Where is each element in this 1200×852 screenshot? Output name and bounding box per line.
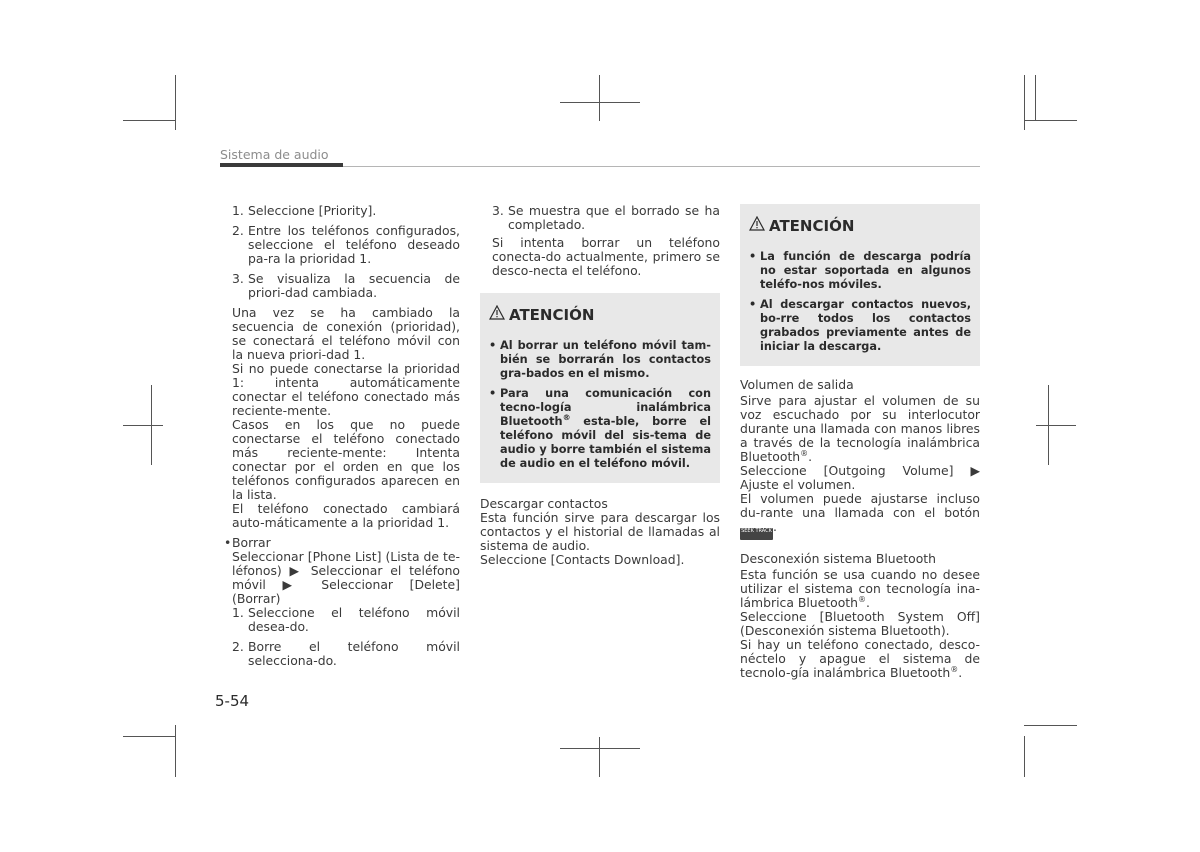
warning-text: La función de descarga podría no estar soportada en algunos teléfo-nos móviles. [760, 250, 971, 291]
bullet-dot: • [489, 339, 497, 352]
warning-box [480, 293, 720, 483]
warning-triangle-icon [489, 305, 505, 324]
column-middle [480, 204, 720, 567]
list-text: Seleccione el teléfono móvil desea-do. [248, 605, 460, 634]
column-right [740, 204, 980, 680]
bullet-dot: • [749, 250, 757, 263]
bullet-dot: • [749, 298, 757, 311]
list-number: 1. [232, 203, 244, 218]
sub-list [232, 606, 460, 668]
section-heading: Descargar contactos [480, 496, 608, 511]
warning-text: Para una comunicación con tecno-logía inalámbrica Bluetooth [500, 387, 711, 428]
warning-box [740, 204, 980, 366]
body-paragraph: El teléfono conectado cambiará auto-máticamente a la prioridad 1. [232, 501, 460, 530]
body-paragraph: Seleccione [Contacts Download]. [480, 552, 685, 567]
body-paragraph: Esta función sirve para descargar los contactos y el historial de llamadas al sistema de audio. [480, 510, 720, 553]
warning-title-text: ATENCIÓN [769, 216, 855, 235]
warning-item [749, 298, 971, 354]
bullet-dot: • [224, 535, 232, 550]
body-paragraph: Si no puede conectarse la prioridad 1: intenta automáticamente conectar el teléfono conectado más reciente-mente. [232, 361, 460, 418]
list-item [232, 224, 460, 266]
warning-title [489, 305, 711, 324]
warning-triangle-icon [749, 216, 765, 235]
bullet-title: Borrar [232, 535, 271, 550]
section-heading: Volumen de salida [740, 377, 854, 392]
warning-item [749, 250, 971, 292]
list-item [232, 606, 460, 634]
seek-track-button-icon: SEEK TRACK [740, 528, 773, 540]
body-paragraph: Una vez se ha cambiado la secuencia de conexión (prioridad), se conectará el teléfono móvil con la nueva priori-dad 1. [232, 305, 460, 362]
list-item [232, 272, 460, 300]
list-text: Se muestra que el borrado se ha completado. [508, 203, 720, 232]
warning-item [489, 339, 711, 381]
body-paragraph: Seleccionar [Phone List] (Lista de te-léfonos) ▶ Seleccionar el teléfono móvil ▶ Seleccionar [Delete] (Borrar) [232, 549, 460, 606]
body-paragraph: Si hay un teléfono conectado, desco-néctelo y apague el sistema de tecnolo-gía inalámbrica Bluetooth®. [740, 637, 980, 680]
body-paragraph: Sirve para ajustar el volumen de su voz escuchado por su interlocutor durante una llamada con manos libres a través de la tecnología inalámbrica Bluetooth®. [740, 393, 980, 464]
column-left [224, 203, 460, 674]
header-rule [343, 166, 980, 167]
list-item [492, 204, 720, 232]
list-item [232, 640, 460, 668]
body-paragraph: Seleccione [Outgoing Volume] ▶ Ajuste el volumen. [740, 463, 980, 492]
registered-mark: ® [562, 413, 571, 423]
warning-title-text: ATENCIÓN [509, 305, 595, 324]
warning-item [489, 387, 711, 471]
body-paragraph: Esta función se usa cuando no desee utilizar el sistema con tecnología ina-lámbrica Bluetooth®. [740, 567, 980, 610]
page-number: 5-54 [215, 692, 250, 710]
warning-text: Al descargar contactos nuevos, bo-rre todos los contactos grabados previamente antes de iniciar la descarga. [760, 298, 971, 353]
list-number: 3. [492, 203, 504, 218]
body-paragraph: Si intenta borrar un teléfono conecta-do actualmente, primero se desco-necta el teléfono. [492, 235, 720, 278]
list-number: 3. [232, 271, 244, 286]
body-paragraph: Seleccione [Bluetooth System Off] (Desconexión sistema Bluetooth). [740, 609, 980, 638]
section-heading: Desconexión sistema Bluetooth [740, 551, 937, 566]
section-header [220, 148, 980, 162]
warning-title [749, 216, 971, 235]
body-paragraph: Casos en los que no puede conectarse el teléfono conectado más reciente-mente: Intenta conectar por el orden en que los teléfonos configurados aparecen en la lista. [232, 417, 460, 502]
list-text: Borre el teléfono móvil selecciona-do. [248, 639, 460, 668]
list-text: Se visualiza la secuencia de priori-dad cambiada. [248, 271, 460, 300]
registered-mark: ® [858, 594, 867, 604]
registered-mark: ® [950, 664, 959, 674]
registered-mark: ® [800, 448, 809, 458]
header-bar [220, 163, 343, 167]
section-title: Sistema de audio [220, 147, 329, 162]
list-number: 2. [232, 639, 244, 654]
warning-text: esta-ble, borre el teléfono móvil del sis-tema de audio y borre también el sistema de audio en el teléfono móvil. [500, 415, 711, 470]
bullet-item [224, 536, 460, 550]
list-text: Entre los teléfonos configurados, seleccione el teléfono deseado pa-ra la prioridad 1. [248, 223, 460, 266]
list-item [232, 204, 460, 218]
warning-text: Al borrar un teléfono móvil tam-bién se borrarán los contactos gra-bados en el mismo. [500, 339, 711, 380]
list-text: Seleccione [Priority]. [248, 203, 377, 218]
list-number: 2. [232, 223, 244, 238]
list-number: 1. [232, 605, 244, 620]
bullet-dot: • [489, 387, 497, 400]
body-paragraph: El volumen puede ajustarse incluso du-rante una llamada con el botón SEEK TRACK. [740, 492, 980, 540]
